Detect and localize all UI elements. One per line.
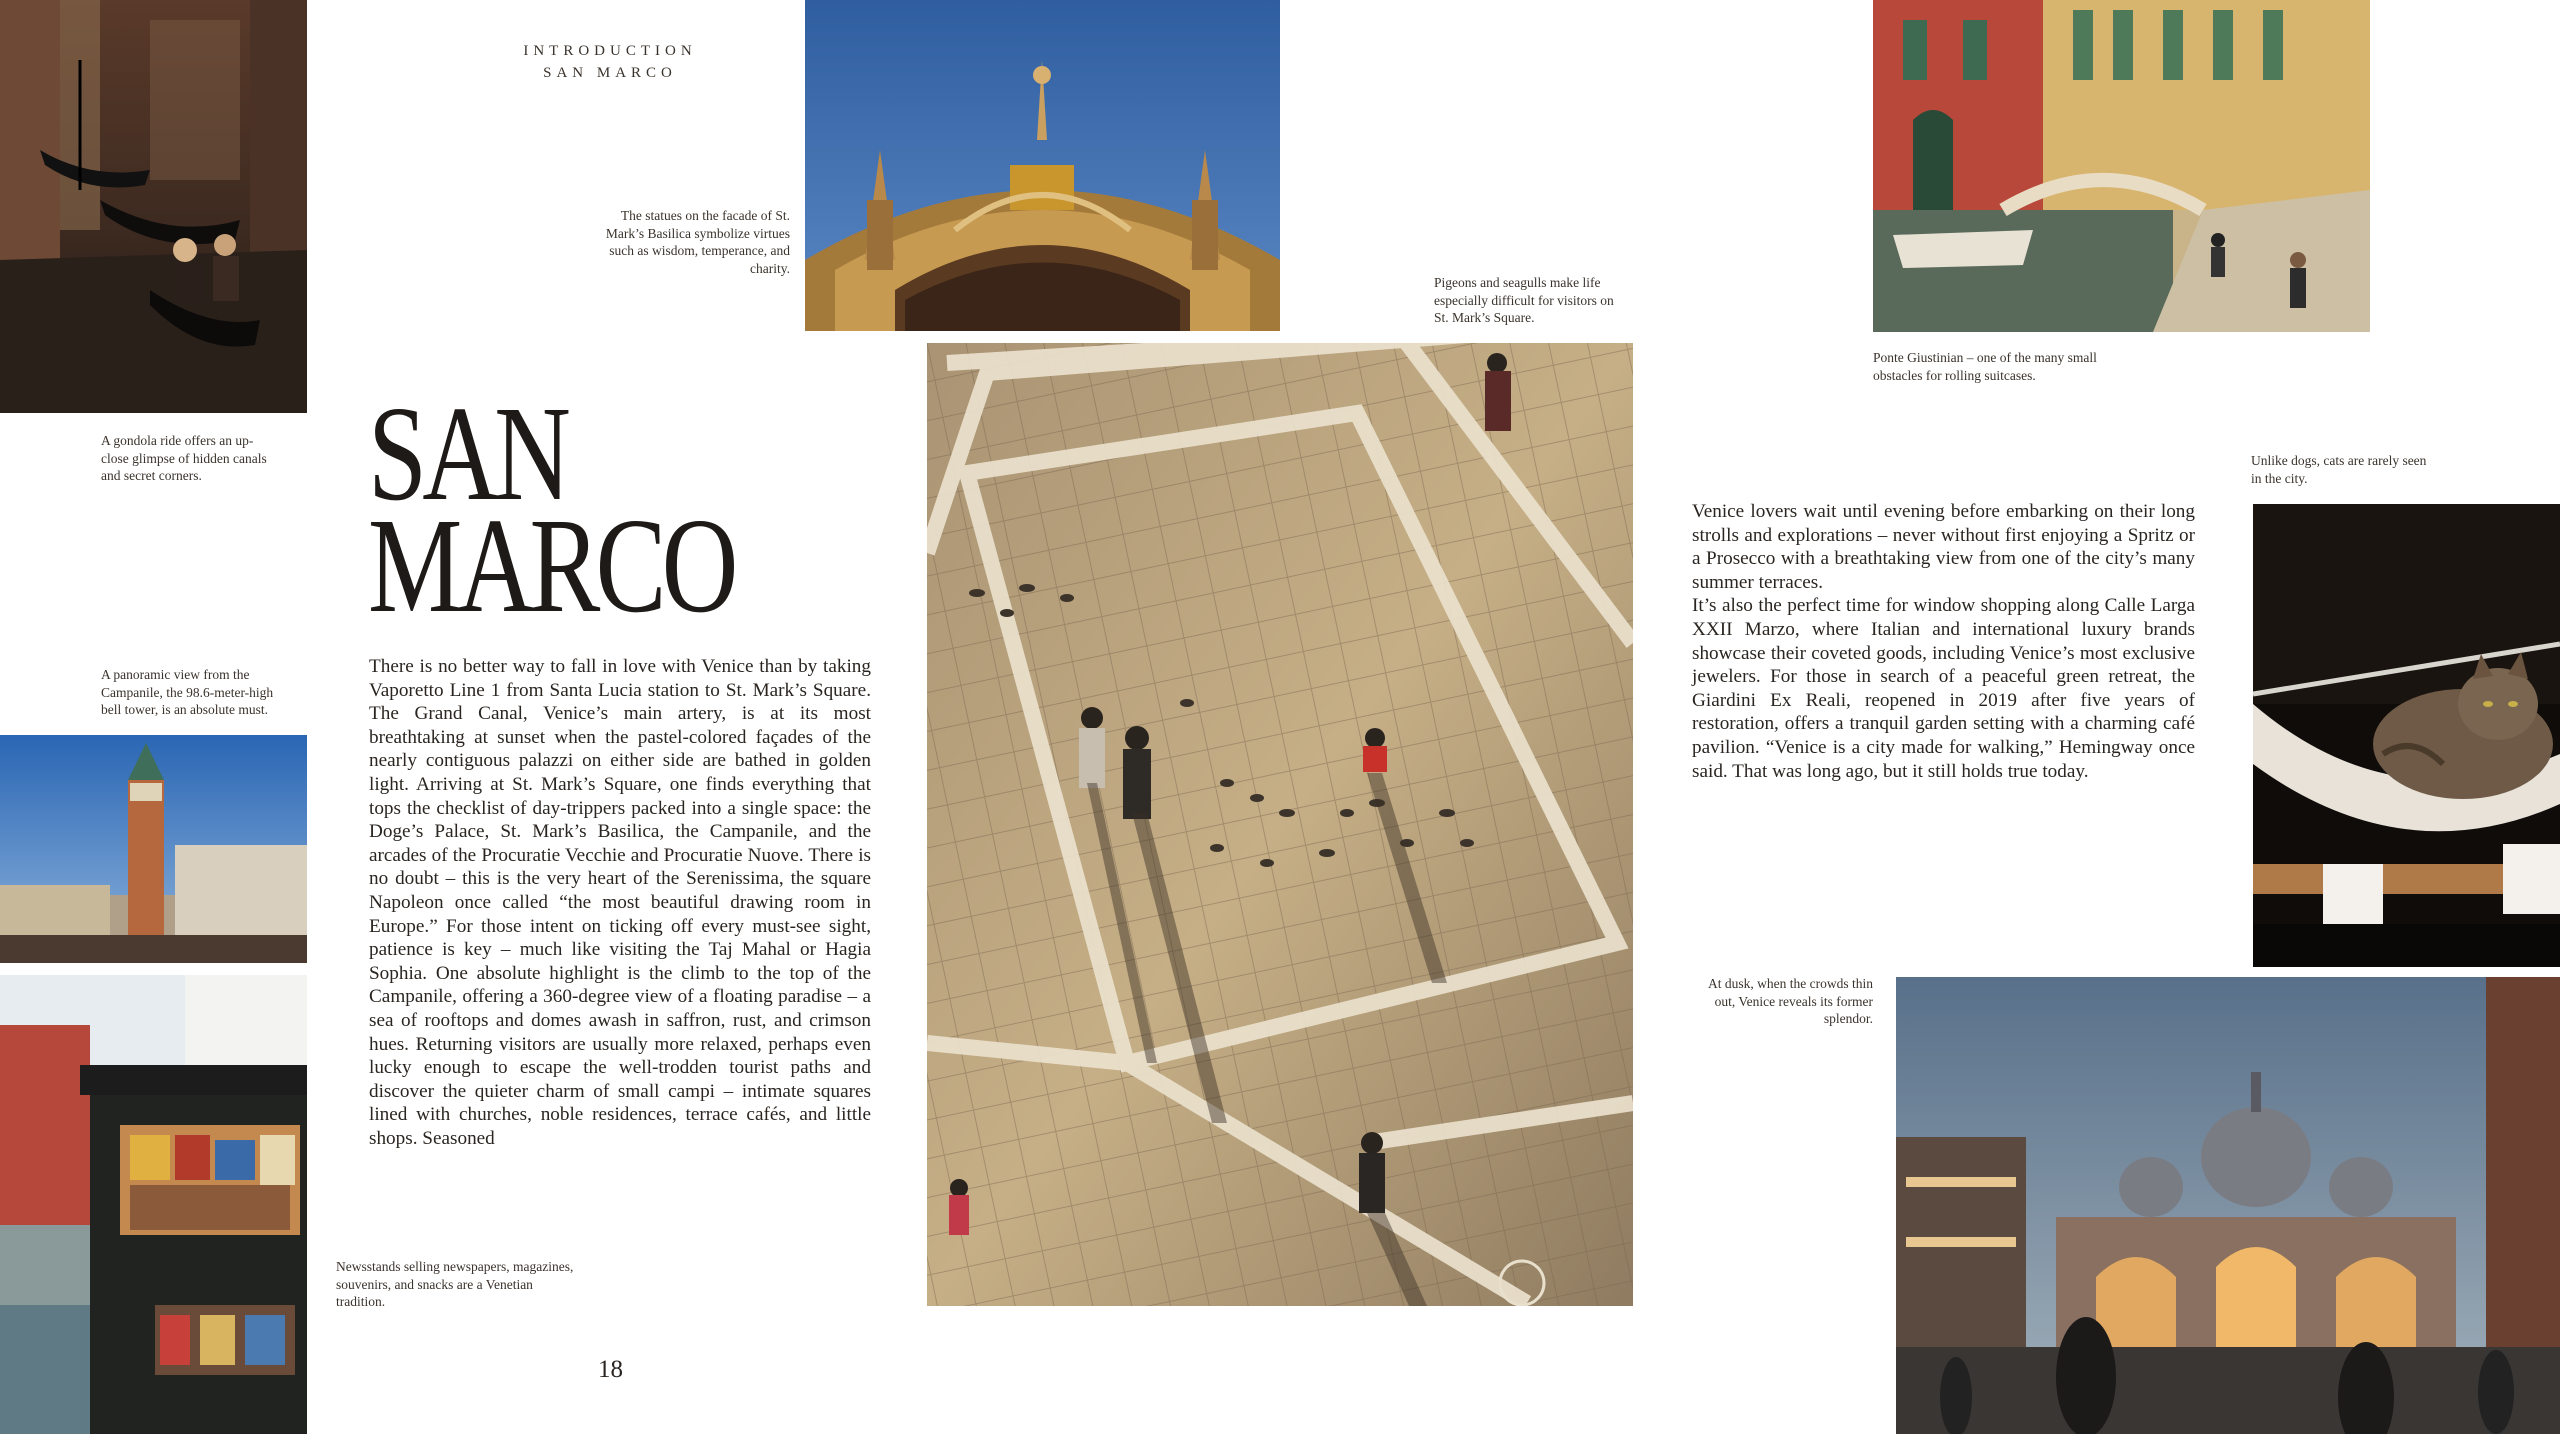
page-headline	[368, 379, 774, 641]
caption-gondola: A gondola ride offers an up-close glimpse of hidden canals and secret corners.	[101, 433, 267, 483]
caption-newsstand: Newsstands selling newspapers, magazines, souvenirs, and snacks are a Venetian tradition.	[336, 1259, 574, 1309]
section-kicker	[490, 40, 730, 84]
ponte-giustinian-photo	[1873, 0, 2370, 332]
page-number: 18	[598, 1356, 623, 1383]
basilica-facade-photo	[805, 0, 1280, 331]
kicker-line-1: INTRODUCTION	[523, 43, 697, 59]
caption-cats: Unlike dogs, cats are rarely seen in the city.	[2251, 453, 2427, 486]
st-marks-square-aerial-photo	[927, 343, 1633, 1306]
body-paragraph-2: It’s also the perfect time for window shopping along Calle Larga XXII Marzo, where Italian and international luxury brands showcase their coveted goods, including Venice’s most exclusive jewelers. For those in search of a peaceful green retreat, the Giardini Ex Reali, reopened in 2019 after five years of restoration, offers a tranquil garden setting with a charming café pavilion. “Venice is a city made for walking,” Hemingway once said. That was long ago, but it still holds true today.	[1692, 595, 2195, 782]
campanile-photo	[0, 735, 307, 963]
gondola-canal-photo	[0, 0, 307, 413]
headline-line-2: MARCO	[368, 491, 734, 641]
caption-ponte: Ponte Giustinian – one of the many small obstacles for rolling suitcases.	[1873, 350, 2097, 383]
body-paragraph-1: Venice lovers wait until evening before embarking on their long strolls and explorations – never without first enjoying a Spritz or a Prosecco with a breathtaking view from one of the city’s many summer terraces.	[1692, 501, 2195, 593]
caption-basilica-statues: The statues on the facade of St. Mark’s Basilica symbolize virtues such as wisdom, temperance, and charity.	[605, 208, 790, 276]
newsstand-photo	[0, 975, 307, 1434]
body-text-right	[1692, 500, 2195, 783]
caption-pigeons: Pigeons and seagulls make life especially difficult for visitors on St. Mark’s Square.	[1434, 275, 1614, 325]
headline-line-1: SAN	[368, 379, 567, 529]
body-text-left: There is no better way to fall in love with Venice than by taking Vaporetto Line 1 from Santa Lucia station to St. Mark’s Square. The Grand Canal, Venice’s main artery, is at its most breathtaking at sunset when the pastel-colored façades of the nearly contiguous palazzi on either side are bathed in golden light. Arriving at St. Mark’s Square, one finds everything that tops the checklist of day-trippers packed into a single space: the Doge’s Palace, St. Mark’s Basilica, the Campanile, and the arcades of the Procuratie Vecchie and Procuratie Nuove. There is no doubt – this is the very heart of the Serenissima, the square Napoleon once called “the most beautiful drawing room in Europe.” For those intent on ticking off every must-see sight, patience is key – much like visiting the Taj Mahal or Hagia Sophia. One absolute highlight is the climb to the top of the Campanile, offering a 360-degree view of a floating paradise – a sea of rooftops and domes awash in saffron, rust, and crimson hues. Returning visitors are usually more relaxed, perhaps even lucky enough to escape the well-trodden tourist paths and discover the quieter charm of small campi – intimate squares lined with churches, noble residences, terrace cafés, and little shops. Seasoned	[369, 656, 871, 1149]
cat-hammock-photo	[2253, 504, 2560, 967]
caption-dusk: At dusk, when the crowds thin out, Venice reveals its former splendor.	[1708, 976, 1873, 1026]
dusk-basilica-photo	[1896, 977, 2560, 1434]
caption-campanile: A panoramic view from the Campanile, the 98.6-meter-high bell tower, is an absolute must.	[101, 667, 274, 717]
kicker-line-2: SAN MARCO	[543, 65, 677, 81]
